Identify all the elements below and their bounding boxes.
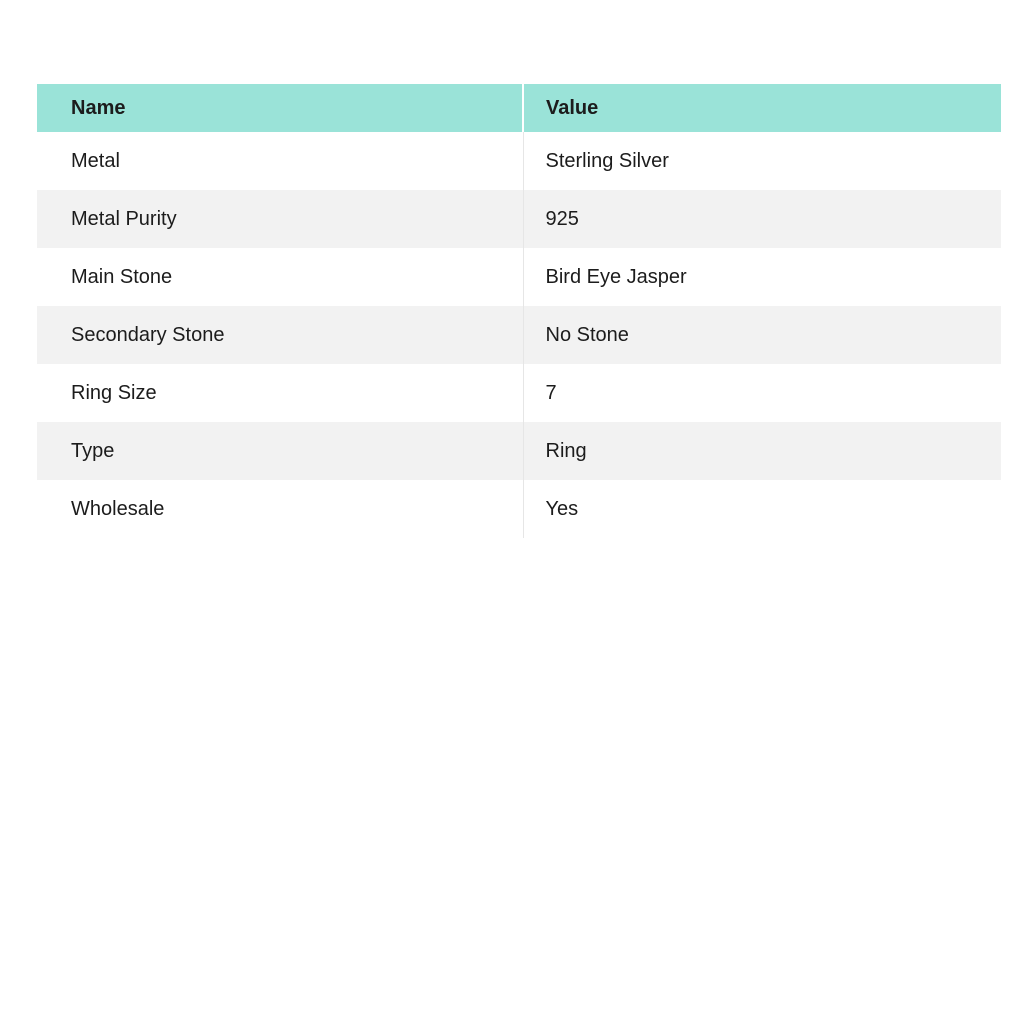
table-row: [37, 422, 1001, 480]
table-row: [37, 364, 1001, 422]
table-row: [37, 132, 1001, 190]
column-header-value: Value: [523, 84, 1001, 132]
table-row: [37, 248, 1001, 306]
attributes-table: [37, 84, 1001, 538]
name-value-table: [37, 84, 1001, 538]
attribute-value: Sterling Silver: [523, 132, 1001, 190]
attribute-value: Yes: [523, 480, 1001, 538]
attribute-name: Main Stone: [71, 265, 173, 288]
attribute-name: Metal Purity: [71, 207, 177, 230]
attribute-value: 925: [523, 190, 1001, 248]
attribute-value: Ring: [523, 422, 1001, 480]
attribute-value: Bird Eye Jasper: [523, 248, 1001, 306]
table-row: [37, 306, 1001, 364]
attribute-name: Wholesale: [71, 497, 165, 520]
table-row: [37, 190, 1001, 248]
attribute-name: Ring Size: [71, 381, 157, 404]
column-header-name: Name: [37, 84, 523, 132]
attribute-name: Metal: [71, 149, 120, 172]
attribute-name: Secondary Stone: [71, 323, 225, 346]
attribute-name: Type: [71, 439, 115, 462]
table-header-row: [37, 84, 1001, 132]
attribute-value: No Stone: [523, 306, 1001, 364]
attribute-value: 7: [523, 364, 1001, 422]
table-row: [37, 480, 1001, 538]
